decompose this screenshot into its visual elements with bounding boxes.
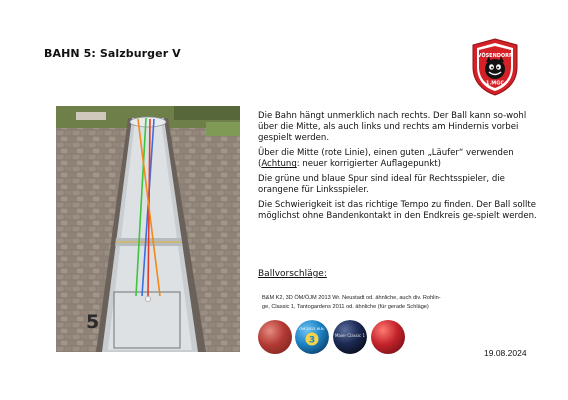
lane-number: 5	[86, 311, 100, 333]
description-p3: Die grüne und blaue Spur sind ideal für Rechtsspieler, die orangene für Linksspieler.	[258, 174, 505, 196]
logo-bottom-text: 1.MGC	[485, 80, 505, 87]
ball-2-label-num: 3	[308, 335, 316, 346]
balls-description: B&M K2, 3D ÖM/ÖJM 2013 Wr. Neustadt od. ähnliche, auch div. Rohlin- ge, Classic 1, Tantogardens 2011 od. ähnliche (für gerade Schläge)	[262, 295, 441, 311]
ball-3d-om	[295, 320, 329, 354]
description-p4: Die Schwierigkeit ist das richtige Tempo zu finden. Der Ball sollte möglichst ohne Bandenkontakt in den Endkreis ge-spielt werden.	[258, 200, 537, 222]
description-p1: Die Bahn hängt unmerklich nach rechts. Der Ball kann so-wohl über die Mitte, als auch links und rechts am Hindernis vorbei gespielt werden.	[258, 111, 527, 144]
warning-word: Achtung	[261, 159, 297, 170]
ball-bm-k2	[258, 320, 292, 354]
page-title: BAHN 5: Salzburger V	[44, 47, 181, 60]
date: 19.08.2024	[484, 348, 527, 358]
description	[258, 111, 543, 226]
description-p2: Über die Mitte (rote Linie), einen guten „Läufer“ verwenden (Achtung: neuer korrigierter Auflagepunkt)	[258, 148, 514, 170]
lane-photo	[56, 106, 240, 352]
club-logo	[470, 37, 520, 97]
logo-top-text: VÖSENDORF	[477, 53, 513, 59]
ball-tantogardens	[371, 320, 405, 354]
balls-heading: Ballvorschläge:	[258, 269, 327, 279]
ball-2-label-top: ÖM 2013 W.N.	[299, 327, 325, 331]
ball-classic-1	[333, 320, 367, 354]
ball-3-label: Maier Classic 1	[334, 333, 366, 338]
